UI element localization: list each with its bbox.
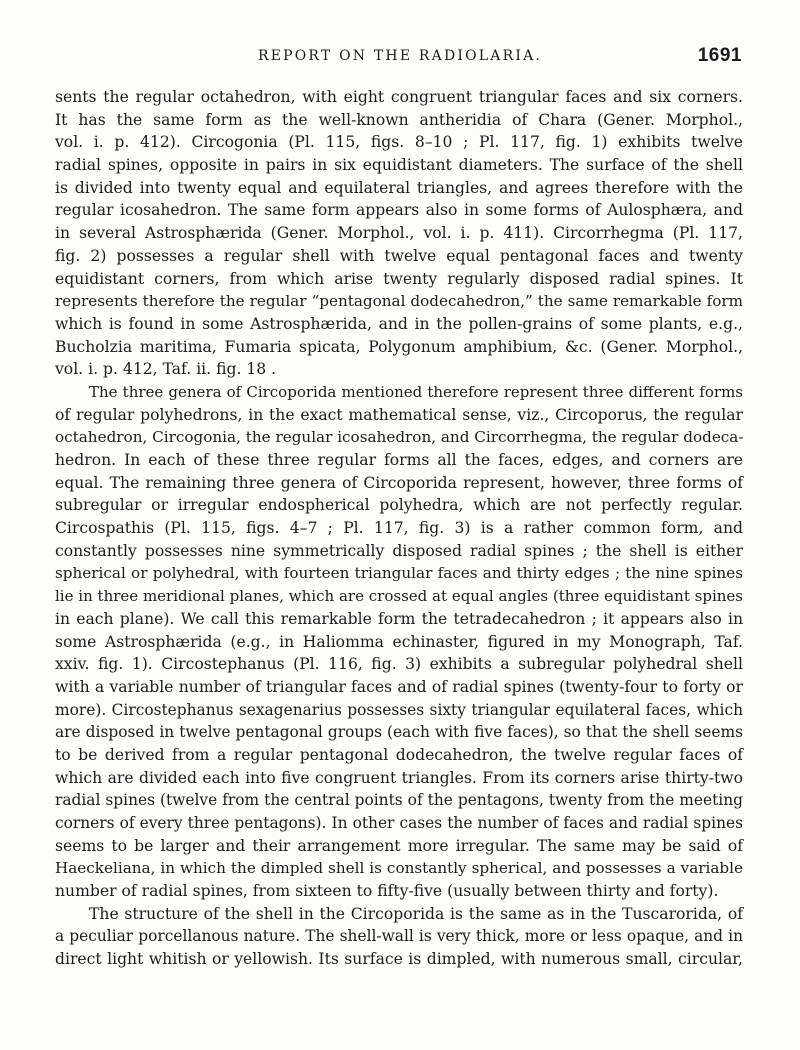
text-line: direct light whitish or yellowish. Its surface is dimpled, with numerous small, circular, <box>55 950 743 969</box>
text-line: Haeckeliana, in which the dimpled shell is constantly spherical, and possesses a variable <box>55 859 743 878</box>
text-line: regular icosahedron. The same form appears also in some forms of Aulosphæra, and <box>55 201 743 220</box>
text-line: more). Circostephanus sexagenarius possesses sixty triangular equilateral faces, which <box>55 700 743 719</box>
running-title: REPORT ON THE RADIOLARIA. <box>257 48 543 64</box>
text-line: which are divided each into five congruent triangles. From its corners arise thirty-two <box>55 768 743 787</box>
text-line: in several Astrosphærida (Gener. Morphol., vol. i. p. 411). Circorrhegma (Pl. 117, <box>55 224 743 243</box>
text-line: radial spines, opposite in pairs in six equidistant diameters. The surface of the shell <box>55 156 743 175</box>
paragraph-1 <box>55 86 743 381</box>
text-line: represents therefore the regular “pentagonal dodecahedron,” the same remarkable form <box>55 292 743 311</box>
text-line: lie in three meridional planes, which are crossed at equal angles (three equidistant spines <box>55 587 743 606</box>
paragraph-3 <box>55 903 743 971</box>
text-line: is divided into twenty equal and equilateral triangles, and agrees therefore with the <box>55 178 743 197</box>
text-line: octahedron, Circogonia, the regular icosahedron, and Circorrhegma, the regular dodeca- <box>55 428 744 447</box>
text-line: Circospathis (Pl. 115, figs. 4–7 ; Pl. 117, fig. 3) is a rather common form, and <box>55 519 743 538</box>
text-line: number of radial spines, from sixteen to fifty-five (usually between thirty and forty). <box>55 882 719 901</box>
body-text <box>55 86 743 971</box>
page-number: 1691 <box>697 45 742 66</box>
paragraph-2 <box>55 381 743 903</box>
text-line: hedron. In each of these three regular forms all the faces, edges, and corners are <box>55 451 743 469</box>
text-line: spherical or polyhedral, with fourteen triangular faces and thirty edges ; the nine spines <box>55 564 743 583</box>
text-line: The structure of the shell in the Circoporida is the same as in the Tuscarorida, of <box>89 904 743 923</box>
text-line: It has the same form as the well-known antheridia of Chara (Gener. Morphol., <box>55 110 743 129</box>
text-line: which is found in some Astrosphærida, and in the pollen-grains of some plants, e.g., <box>55 314 743 333</box>
text-line: equidistant corners, from which arise twenty regularly disposed radial spines. It <box>55 269 743 288</box>
text-line: equal. The remaining three genera of Circoporida represent, however, three forms of <box>55 473 743 492</box>
text-line: xxiv. fig. 1). Circostephanus (Pl. 116, fig. 3) exhibits a subregular polyhedral shell <box>55 655 743 674</box>
text-line: seems to be larger and their arrangement more irregular. The same may be said of <box>55 836 743 855</box>
text-line: of regular polyhedrons, in the exact mathematical sense, viz., Circoporus, the regular <box>55 405 743 424</box>
text-line: vol. i. p. 412, Taf. ii. fig. 18 . <box>55 360 277 379</box>
text-line: constantly possesses nine symmetrically disposed radial spines ; the shell is either <box>55 541 743 560</box>
text-line: fig. 2) possesses a regular shell with twelve equal pentagonal faces and twenty <box>55 246 743 265</box>
text-line: with a variable number of triangular faces and of radial spines (twenty-four to forty or <box>55 677 743 696</box>
text-line: vol. i. p. 412). Circogonia (Pl. 115, figs. 8–10 ; Pl. 117, fig. 1) exhibits twelve <box>55 133 743 152</box>
text-line: in each plane). We call this remarkable form the tetradecahedron ; it appears also in <box>55 609 743 628</box>
text-line: sents the regular octahedron, with eight congruent triangular faces and six corners. <box>55 88 743 106</box>
text-line: corners of every three pentagons). In other cases the number of faces and radial spines <box>55 814 743 832</box>
text-line: some Astrosphærida (e.g., in Haliomma echinaster, figured in my Monograph, Taf. <box>55 632 743 651</box>
text-line: to be derived from a regular pentagonal dodecahedron, the twelve regular faces of <box>55 745 743 764</box>
text-line: subregular or irregular endospherical polyhedra, which are not perfectly regular. <box>55 496 743 515</box>
text-line: a peculiar porcellanous nature. The shell-wall is very thick, more or less opaque, and in <box>55 927 743 946</box>
text-line: Bucholzia maritima, Fumaria spicata, Polygonum amphibium, &c. (Gener. Morphol., <box>55 337 743 356</box>
running-head <box>0 45 800 72</box>
text-line: are disposed in twelve pentagonal groups (each with five faces), so that the shell seems <box>55 723 743 742</box>
text-line: radial spines (twelve from the central points of the pentagons, twenty from the meeting <box>55 791 743 810</box>
text-line: The three genera of Circoporida mentioned therefore represent three different forms <box>89 382 743 401</box>
